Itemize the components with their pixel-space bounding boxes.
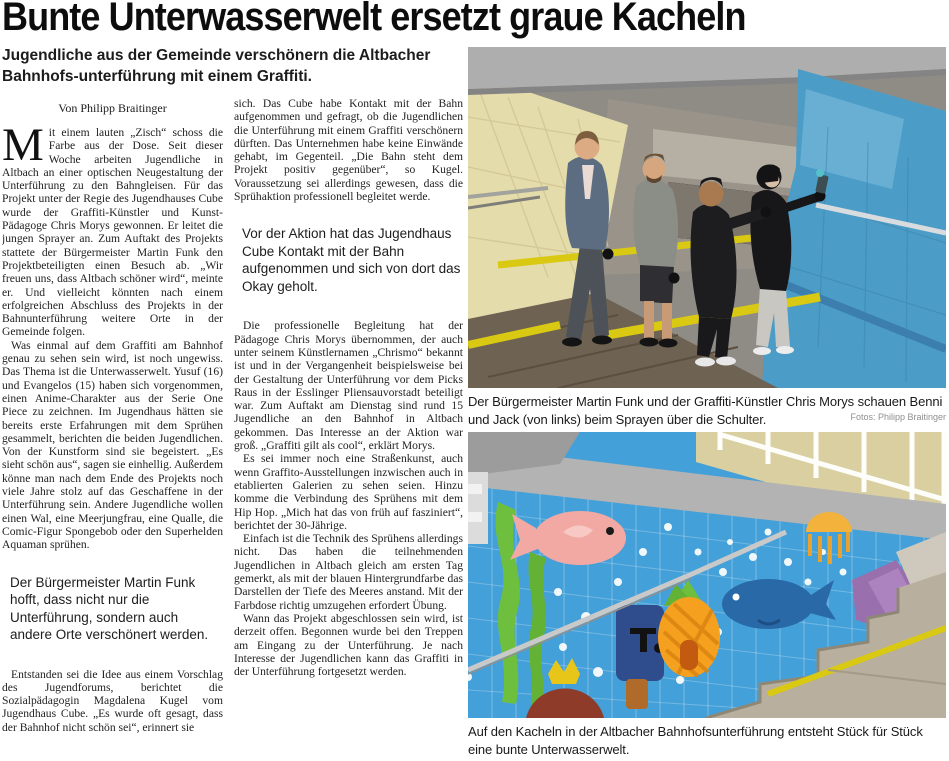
body-paragraph bbox=[2, 119, 223, 339]
byline: Von Philipp Braitinger bbox=[58, 101, 167, 115]
subhead: Jugendliche aus der Gemeinde verschönern die Altbacher Bahnhofs-unterführung mit einem Graffiti. bbox=[2, 47, 431, 85]
caption-text: Der Bürgermeister Martin Funk und der Graffiti-Künstler Chris Morys schauen Benni und Jack (von links) beim Sprayen über die Schulter. bbox=[468, 394, 943, 427]
photo-credit: Fotos: Philipp Braitinger bbox=[850, 412, 946, 422]
bottom-photo-illustration bbox=[468, 432, 946, 718]
body-paragraph: Entstanden sei die Idee aus einem Vorschlag des Jugendforums, berichtet die Sozialpädagogin Magdalena Kugel vom Jugendhaus Cube. „Es wurde oft gesagt, dass der Bahnhof nicht schön sei“, erinnert sie bbox=[2, 667, 223, 734]
top-photo-underpass-stairs bbox=[468, 47, 946, 388]
bottom-photo-mural bbox=[468, 432, 946, 718]
pull-quote: Vor der Aktion hat das Jugendhaus Cube Kontakt mit der Bahn aufgenommen und sich von dort das Okay geholt. bbox=[242, 226, 461, 294]
body-paragraph: Wann das Projekt abgeschlossen sein wird, ist derzeit offen. Begonnen wurde bei den Treppen am Eingang zu der Unterführung. Je nach Interesse der Jugendlichen kann das Graffiti in der Unterführung fortgesetzt werden. bbox=[234, 611, 463, 679]
bottom-photo-caption bbox=[468, 718, 946, 761]
caption-text: Auf den Kacheln in der Altbacher Bahnhofsunterführung entsteht Stück für Stück eine bunte Unterwasserwelt. bbox=[468, 724, 923, 757]
photo-block bbox=[468, 47, 946, 761]
column-middle bbox=[234, 97, 463, 761]
column-left bbox=[2, 97, 223, 761]
top-photo-caption bbox=[468, 388, 946, 432]
headline: Bunte Unterwasserwelt ersetzt graue Kacheln bbox=[2, 0, 746, 39]
body-paragraph: sich. Das Cube habe Kontakt mit der Bahn aufgenommen und gefragt, ob die Jugendlichen die Unterführung mit einem Graffiti verschönern dürften. Das Unternehmen habe keine Einwände gehabt, im Gegenteil. „Die Bahn steht dem Projekt positiv gegenüber“, so Kugel. Voraussetzung sei allerdings gewesen, dass die Sprühaktion professionell begleitet werde. bbox=[234, 97, 463, 204]
body-paragraph: Einfach ist die Technik des Sprühens allerdings nicht. Das haben die teilnehmenden Jugendlichen in Altbach gleich am ersten Tag gemerkt, als mit der blauen Hintergrundfarbe das Darstellen der Tiefe des Meeres anstand. Mit der Farbdose richtig umzugehen erfordert Übung. bbox=[234, 532, 463, 612]
body-paragraph: Es sei immer noch eine Straßenkunst, auch wenn Graffito-Ausstellungen inzwischen auch in etablierten Galerien zu sehen seien. Hinzu komme die Verbindung des Sprühens mit dem Hip Hop. „Mich hat das von früh auf fasziniert“, berichtet der 30-Jährige. bbox=[234, 452, 463, 532]
top-photo-illustration bbox=[468, 47, 946, 388]
paragraph-text: it einem lauten „Zisch“ schoss die Farbe aus der Dose. Seit dieser Woche arbeiten Jugendliche in Altbach an einer optischen Neugestaltung der Unterführung zu den Bahngleisen. Für das Projekt unter der Regie des Jugendhauses Cube wurde der Graffiti-Künstler und Kunst-Pädagoge Chris Morys gewonnen. Er leitet die jungen Sprayer an. Zum Auftakt des Projekts stattete der Bürgermeister Martin Funk den Projektbeteiligten einen Besuch ab. „Wir freuen uns, dass Altbach schöner wird“, meinte er. Und vielleicht könnten nach einem erfolgreichen Abschluss des Projekts in der Bahnunterführung weitere Orte in der Gemeinde folgen. bbox=[2, 126, 223, 339]
drop-cap: M bbox=[2, 119, 44, 171]
pull-quote: Der Bürgermeister Martin Funk hofft, dass nicht nur die Unterführung, sondern auch andere Orte verschönert werden. bbox=[10, 574, 209, 642]
body-paragraph: Die professionelle Begleitung hat der Pädagoge Chris Morys übernommen, der auch unter seinem Künstlernamen „Chrismo“ bekannt ist und in der Vergangenheit beispielsweise bei der Gestaltung der Unterführung vor dem Picks Raus in der Esslinger Pliensauvorstadt beteiligt war. Zum Auftakt am Dienstag sind rund 15 Jugendliche an den Bahnhof in Altbach gekommen. Das Interesse an der Aktion war groß. „Graffiti gilt als cool“, erklärt Morys. bbox=[234, 319, 463, 453]
body-paragraph: Was einmal auf dem Graffiti am Bahnhof genau zu sehen sein wird, ist noch ungewiss. Das Thema ist die Unterwasserwelt. Yusuf (16) und Evangelos (15) haben sich vorgenommen, einen Anime-Charakter aus der Serie One Piece zu zeichnen. Im Jugendhaus hätten sie bereits erste Erfahrungen mit dem Sprühen gesammelt, berichten die beiden Jugendlichen. Von der Kunstform sind sie begeistert. „Es sieht schön aus“, sagen sie einhellig. Außerdem könne man nach dem Ende des Projekts noch viele Jahre stolz auf das Geschaffene in der Unterführung sein. Andere Jugendliche wollen einen Wal, eine Meerjungfrau, eine Qualle, die Comic-Figur Spongebob oder den Superhelden Aquaman sprühen. bbox=[2, 338, 223, 552]
